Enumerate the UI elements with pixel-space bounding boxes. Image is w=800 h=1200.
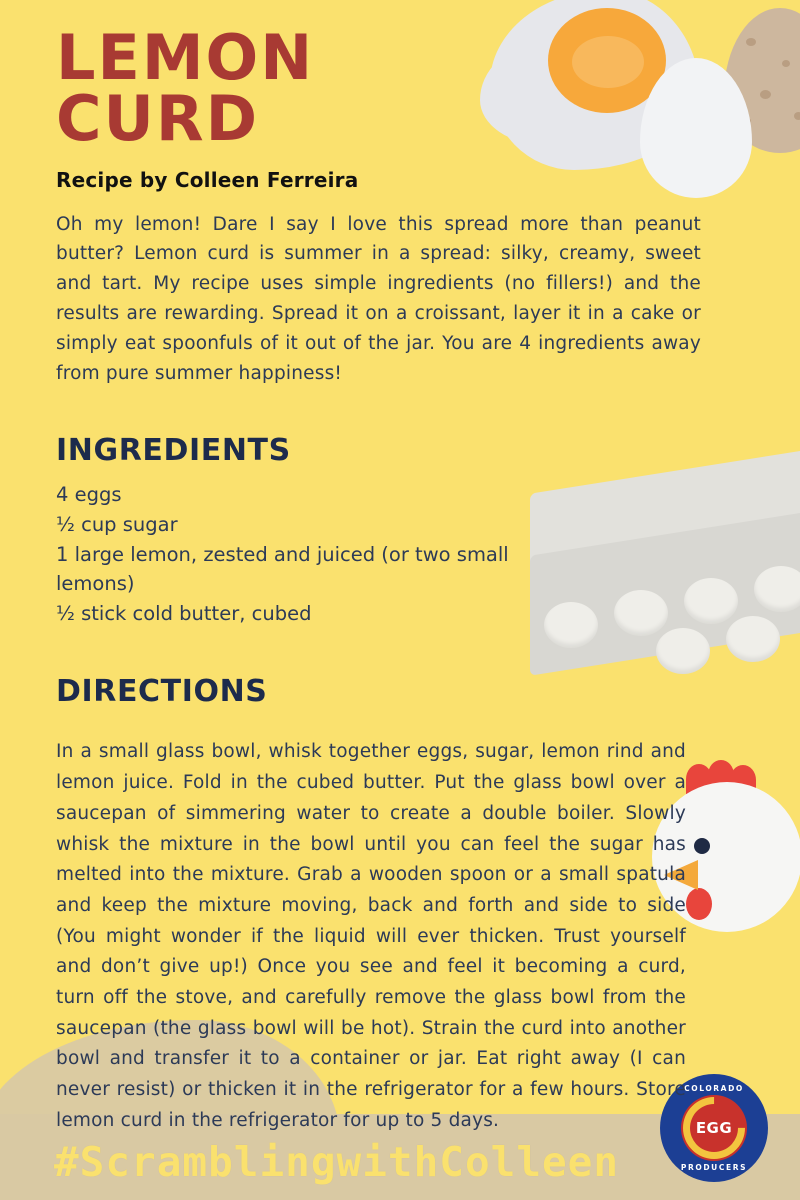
recipe-byline: Recipe by Colleen Ferreira bbox=[56, 167, 359, 192]
ingredients-heading: INGREDIENTS bbox=[56, 433, 291, 469]
list-item: 4 eggs bbox=[56, 483, 122, 507]
directions-heading: DIRECTIONS bbox=[56, 674, 268, 710]
logo-bottom-text: PRODUCERS bbox=[680, 1163, 748, 1172]
logo-center-text: EGG bbox=[695, 1119, 733, 1137]
list-item: ½ stick cold butter, cubed bbox=[56, 601, 312, 625]
ingredients-list bbox=[56, 480, 744, 628]
logo-top-text: COLORADO bbox=[684, 1084, 744, 1093]
footer-hashtag: #ScramblingwithColleen bbox=[54, 1138, 620, 1186]
directions-text: In a small glass bowl, whisk together eggs, sugar, lemon rind and lemon juice. Fold in the cubed butter. Put the glass bowl over a saucepan of simmering water to create a double boiler. Slowly whisk the mixture in the bowl until you can feel the sugar has melted into the mixture. Grab a wooden spoon or a small spatula and keep the mixture moving, back and forth and side to side (You might wonder if the liquid will ever thicken. Trust yourself and don’t give up!) Once you see and feel it becoming a curd, turn off the stove, and carefully remove the glass bowl from the saucepan (the glass bowl will be hot). Strain the curd into another bowl and transfer it to a container or jar. Eat right away (I can never resist) or thicken it in the refrigerator for a few hours. Store lemon curd in the refrigerator for up to 5 days. bbox=[56, 741, 686, 1131]
page-title: LEMON CURD bbox=[56, 21, 315, 155]
recipe-intro: Oh my lemon! Dare I say I love this spread more than peanut butter? Lemon curd is summer in a spread: silky, creamy, sweet and tart. My recipe uses simple ingredients (no fillers!) and the results are rewarding. Spread it on a croissant, layer it in a cake or simply eat spoonfuls of it out of the jar. You are 4 ingredients away from pure summer happiness! bbox=[56, 213, 701, 385]
list-item: 1 large lemon, zested and juiced (or two small lemons) bbox=[56, 542, 509, 596]
list-item: ½ cup sugar bbox=[56, 512, 178, 536]
